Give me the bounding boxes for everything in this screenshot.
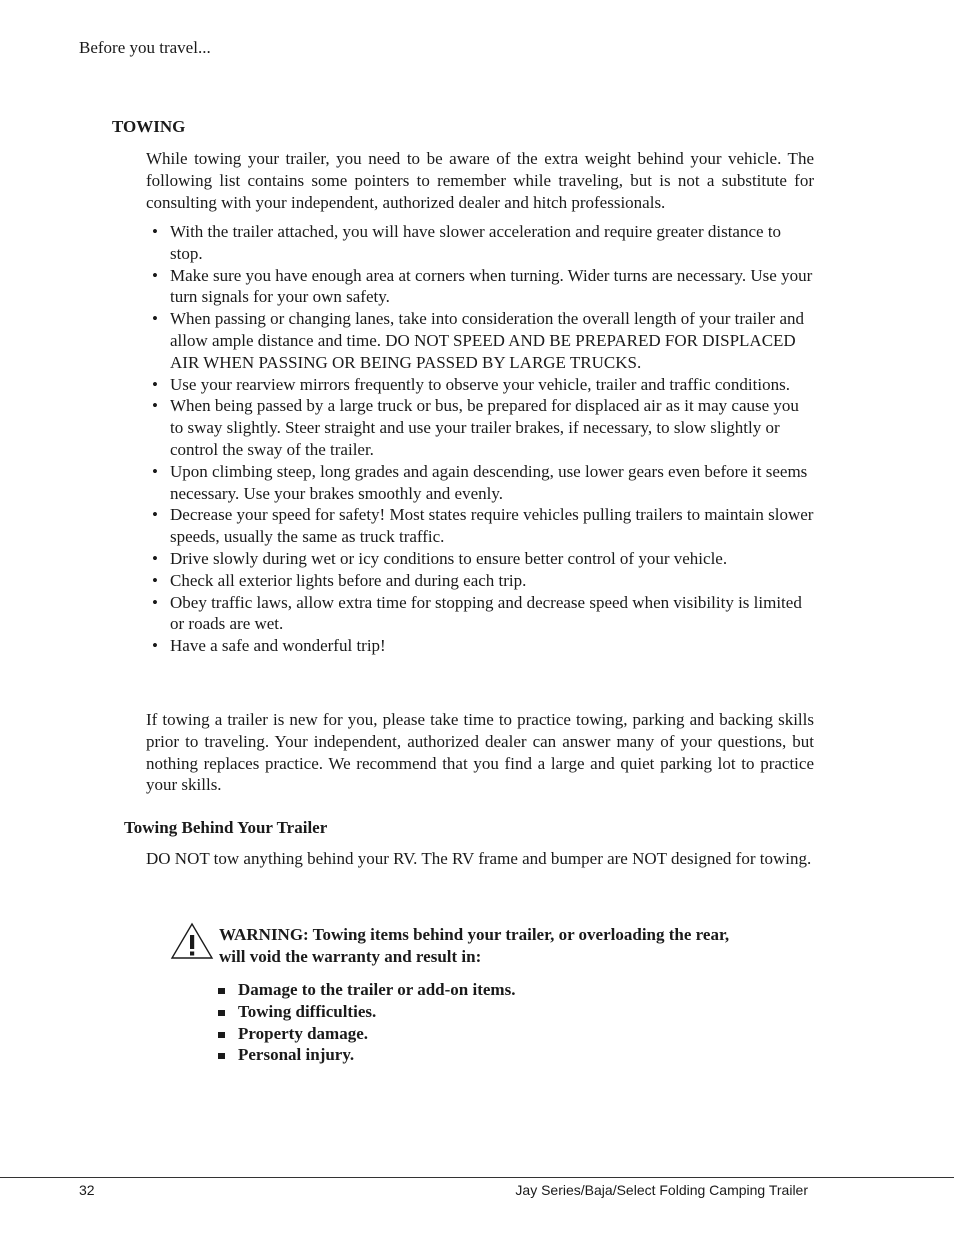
sub-heading-towing-behind: Towing Behind Your Trailer — [124, 818, 328, 837]
page-number: 32 — [79, 1182, 95, 1198]
list-item — [218, 1044, 515, 1066]
list-item-text: Obey traffic laws, allow extra time for stopping and decrease speed when visibility is limited or roads are wet. — [170, 592, 802, 634]
tow-note-paragraph: DO NOT tow anything behind your RV. The RV frame and bumper are NOT designed for towing. — [146, 849, 812, 868]
list-item-text: Personal injury. — [238, 1045, 355, 1065]
list-item-text: When being passed by a large truck or bus, be prepared for displaced air as it may cause you to sway slightly. Steer straight and use your trailer brakes, if necessary, to slow slightly or control the sway of the trailer. — [170, 396, 799, 459]
square-bullet-icon — [218, 1053, 225, 1059]
list-item — [218, 1001, 515, 1023]
list-item — [146, 221, 814, 265]
list-item — [146, 395, 814, 460]
list-item — [146, 592, 814, 636]
warning-line-1: WARNING: Towing items behind your trailer, or overloading the rear, — [219, 925, 730, 944]
list-item — [218, 1023, 515, 1045]
list-item-text: With the trailer attached, you will have slower acceleration and require greater distance to stop. — [170, 222, 782, 263]
list-item-text: Check all exterior lights before and during each trip. — [170, 570, 527, 590]
bullet-glyph: • — [152, 396, 158, 416]
section-heading-towing: TOWING — [112, 117, 186, 136]
square-bullet-icon — [218, 1032, 225, 1038]
bullet-glyph: • — [152, 461, 158, 481]
list-item — [146, 504, 814, 548]
list-item-text: Damage to the trailer or add-on items. — [238, 980, 516, 999]
list-item-text: Drive slowly during wet or icy conditions to ensure better control of your vehicle. — [170, 548, 728, 568]
bullet-glyph: • — [152, 309, 158, 329]
square-bullet-icon — [218, 988, 225, 994]
bullet-glyph: • — [152, 570, 158, 590]
list-item-text: Make sure you have enough area at corners when turning. Wider turns are necessary. Use your turn signals for your own safety. — [170, 265, 813, 307]
list-item — [146, 308, 814, 373]
bullet-glyph: • — [152, 592, 158, 612]
bullet-glyph: • — [152, 374, 158, 394]
list-item-text: When passing or changing lanes, take into consideration the overall length of your trailer and allow ample distance and time. DO NOT SPEED AND BE PREPARED FOR DISPLACED AIR WHEN PASSING OR BEING PASSED BY LARGE TRUCKS. — [170, 309, 804, 372]
list-item — [146, 570, 814, 592]
list-item-text: Towing difficulties. — [238, 1001, 377, 1021]
list-item — [218, 979, 515, 1001]
list-item-text: Use your rearview mirrors frequently to observe your vehicle, trailer and traffic conditions. — [170, 374, 790, 394]
list-item-text: Have a safe and wonderful trip! — [170, 636, 386, 656]
square-bullet-icon — [218, 1010, 225, 1016]
bullet-glyph: • — [152, 636, 158, 656]
list-item — [146, 265, 814, 309]
warning-triangle-icon — [170, 922, 214, 960]
warning-line-2: will void the warranty and result in: — [219, 947, 482, 966]
bullet-glyph: • — [152, 548, 158, 568]
bullet-glyph: • — [152, 222, 158, 241]
footer-divider — [0, 1177, 954, 1178]
list-item — [146, 461, 814, 505]
bullet-glyph: • — [152, 505, 158, 525]
list-item-text: Upon climbing steep, long grades and again descending, use lower gears even before it seems necessary. Use your brakes smoothly and evenly. — [170, 461, 808, 503]
bullet-glyph: • — [152, 265, 158, 285]
list-item-text: Decrease your speed for safety! Most states require vehicles pulling trailers to maintain slower speeds, usually the same as truck traffic. — [170, 505, 814, 547]
warning-heading — [219, 924, 819, 968]
running-head: Before you travel... — [79, 38, 211, 57]
list-item-text: Property damage. — [238, 1023, 368, 1043]
footer-title: Jay Series/Baja/Select Folding Camping Trailer — [515, 1182, 808, 1198]
list-item — [146, 548, 814, 570]
practice-paragraph: If towing a trailer is new for you, please take time to practice towing, parking and backing skills prior to traveling. Your independent, authorized dealer can answer many of your questions, but nothing replaces practice. We recommend that you find a large and quiet parking lot to practice your skills. — [146, 710, 814, 795]
list-item — [146, 635, 814, 657]
list-item — [146, 374, 814, 396]
intro-paragraph: While towing your trailer, you need to be aware of the extra weight behind your vehicle. The following list contains some pointers to remember while traveling, but is not a substitute for consulting with your independent, authorized dealer and hitch professionals. — [146, 149, 814, 212]
towing-tips-list — [146, 221, 814, 657]
warning-consequences-list — [218, 979, 515, 1066]
